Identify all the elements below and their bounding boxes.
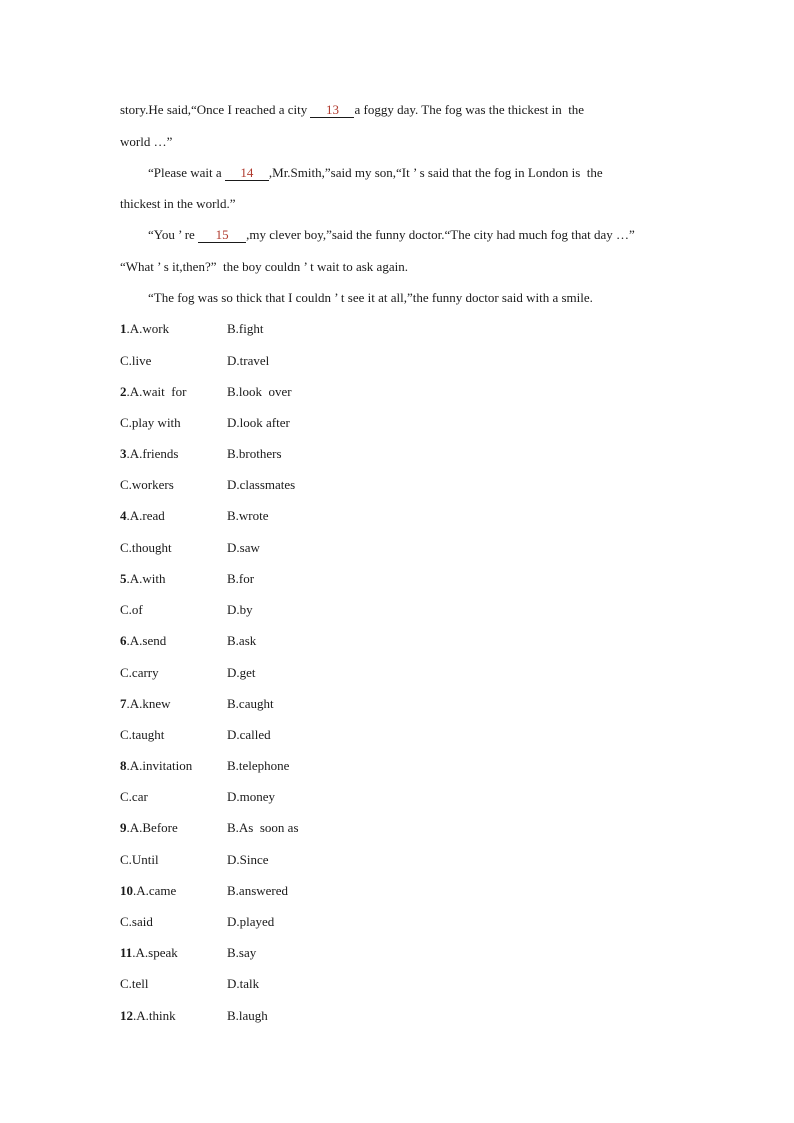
question-3-option-d: D.classmates (227, 477, 296, 492)
question-number: 8 (120, 758, 127, 773)
question-10-option-a (120, 883, 176, 899)
passage-line-3 (148, 165, 603, 181)
question-6-option-b: B.ask (227, 633, 257, 648)
question-11-option-b: B.say (227, 945, 257, 960)
passage-text: ,my clever boy,”said the funny doctor.“The city had much fog that day …” (246, 227, 635, 242)
option-text: .A.send (126, 633, 167, 648)
question-number: 9 (120, 820, 127, 835)
option-text: .A.friends (126, 446, 179, 461)
option-text: .A.think (133, 1008, 176, 1023)
question-11-option-d: D.talk (227, 976, 260, 991)
option-text: .A.came (133, 883, 177, 898)
passage-text: ,Mr.Smith,”said my son,“It ’ s said that the fog in London is the (268, 165, 603, 180)
option-text: .A.invitation (126, 758, 193, 773)
question-1-option-c: C.live (120, 353, 152, 368)
option-text: .A.Before (126, 820, 178, 835)
question-5-option-b: B.for (227, 571, 255, 586)
option-text: .A.with (126, 571, 166, 586)
option-text: .A.knew (126, 696, 171, 711)
question-number: 11 (120, 945, 133, 960)
passage-line-5 (148, 227, 635, 243)
question-1-option-d: D.travel (227, 353, 270, 368)
question-8-option-b: B.telephone (227, 758, 290, 773)
blank-14: 14 (225, 166, 269, 181)
question-number: 4 (120, 508, 127, 523)
blank-13: 13 (310, 103, 354, 118)
question-3-option-b: B.brothers (227, 446, 282, 461)
question-11-option-c: C.tell (120, 976, 149, 991)
question-1-option-b: B.fight (227, 321, 264, 336)
question-number: 7 (120, 696, 127, 711)
question-4-option-b: B.wrote (227, 508, 269, 523)
question-1-option-a (120, 321, 169, 337)
passage-line-6: “What ’ s it,then?” the boy couldn ’ t wait to ask again. (120, 259, 408, 274)
question-number: 12 (120, 1008, 133, 1023)
question-number: 2 (120, 384, 127, 399)
question-5-option-a (120, 571, 166, 587)
question-7-option-c: C.taught (120, 727, 165, 742)
question-2-option-c: C.play with (120, 415, 181, 430)
question-3-option-a (120, 446, 179, 462)
question-2-option-b: B.look over (227, 384, 292, 399)
question-12-option-a (120, 1008, 176, 1024)
question-12-option-b: B.laugh (227, 1008, 268, 1023)
passage-line-1 (120, 102, 584, 118)
passage-text: “Please wait a (148, 165, 225, 180)
option-text: .A.speak (132, 945, 178, 960)
question-9-option-a (120, 820, 178, 836)
question-number: 10 (120, 883, 133, 898)
question-8-option-c: C.car (120, 789, 148, 804)
question-number: 5 (120, 571, 127, 586)
question-6-option-a (120, 633, 166, 649)
blank-15: 15 (198, 228, 246, 243)
question-8-option-d: D.money (227, 789, 276, 804)
question-9-option-b: B.As soon as (227, 820, 299, 835)
question-10-option-d: D.played (227, 914, 275, 929)
passage-line-7: “The fog was so thick that I couldn ’ t see it at all,”the funny doctor said with a smile. (148, 290, 593, 305)
passage-line-2: world …” (120, 134, 173, 149)
question-number: 1 (120, 321, 127, 336)
question-3-option-c: C.workers (120, 477, 174, 492)
question-10-option-c: C.said (120, 914, 153, 929)
question-9-option-c: C.Until (120, 852, 159, 867)
question-4-option-d: D.saw (227, 540, 260, 555)
question-8-option-a (120, 758, 192, 774)
question-5-option-d: D.by (227, 602, 253, 617)
question-2-option-a (120, 384, 186, 400)
question-9-option-d: D.Since (227, 852, 269, 867)
question-5-option-c: C.of (120, 602, 143, 617)
question-number: 6 (120, 633, 127, 648)
question-4-option-a (120, 508, 165, 524)
question-6-option-d: D.get (227, 665, 256, 680)
question-7-option-b: B.caught (227, 696, 274, 711)
option-text: .A.wait for (126, 384, 187, 399)
option-text: .A.work (126, 321, 170, 336)
passage-text: “You ’ re (148, 227, 199, 242)
question-number: 3 (120, 446, 127, 461)
question-7-option-d: D.called (227, 727, 271, 742)
passage-line-4: thickest in the world.” (120, 196, 236, 211)
question-4-option-c: C.thought (120, 540, 172, 555)
passage-text: a foggy day. The fog was the thickest in the (354, 102, 585, 117)
question-6-option-c: C.carry (120, 665, 159, 680)
question-11-option-a (120, 945, 178, 961)
passage-text: story.He said,“Once I reached a city (120, 102, 311, 117)
option-text: .A.read (126, 508, 165, 523)
question-2-option-d: D.look after (227, 415, 290, 430)
question-7-option-a (120, 696, 171, 712)
question-10-option-b: B.answered (227, 883, 289, 898)
